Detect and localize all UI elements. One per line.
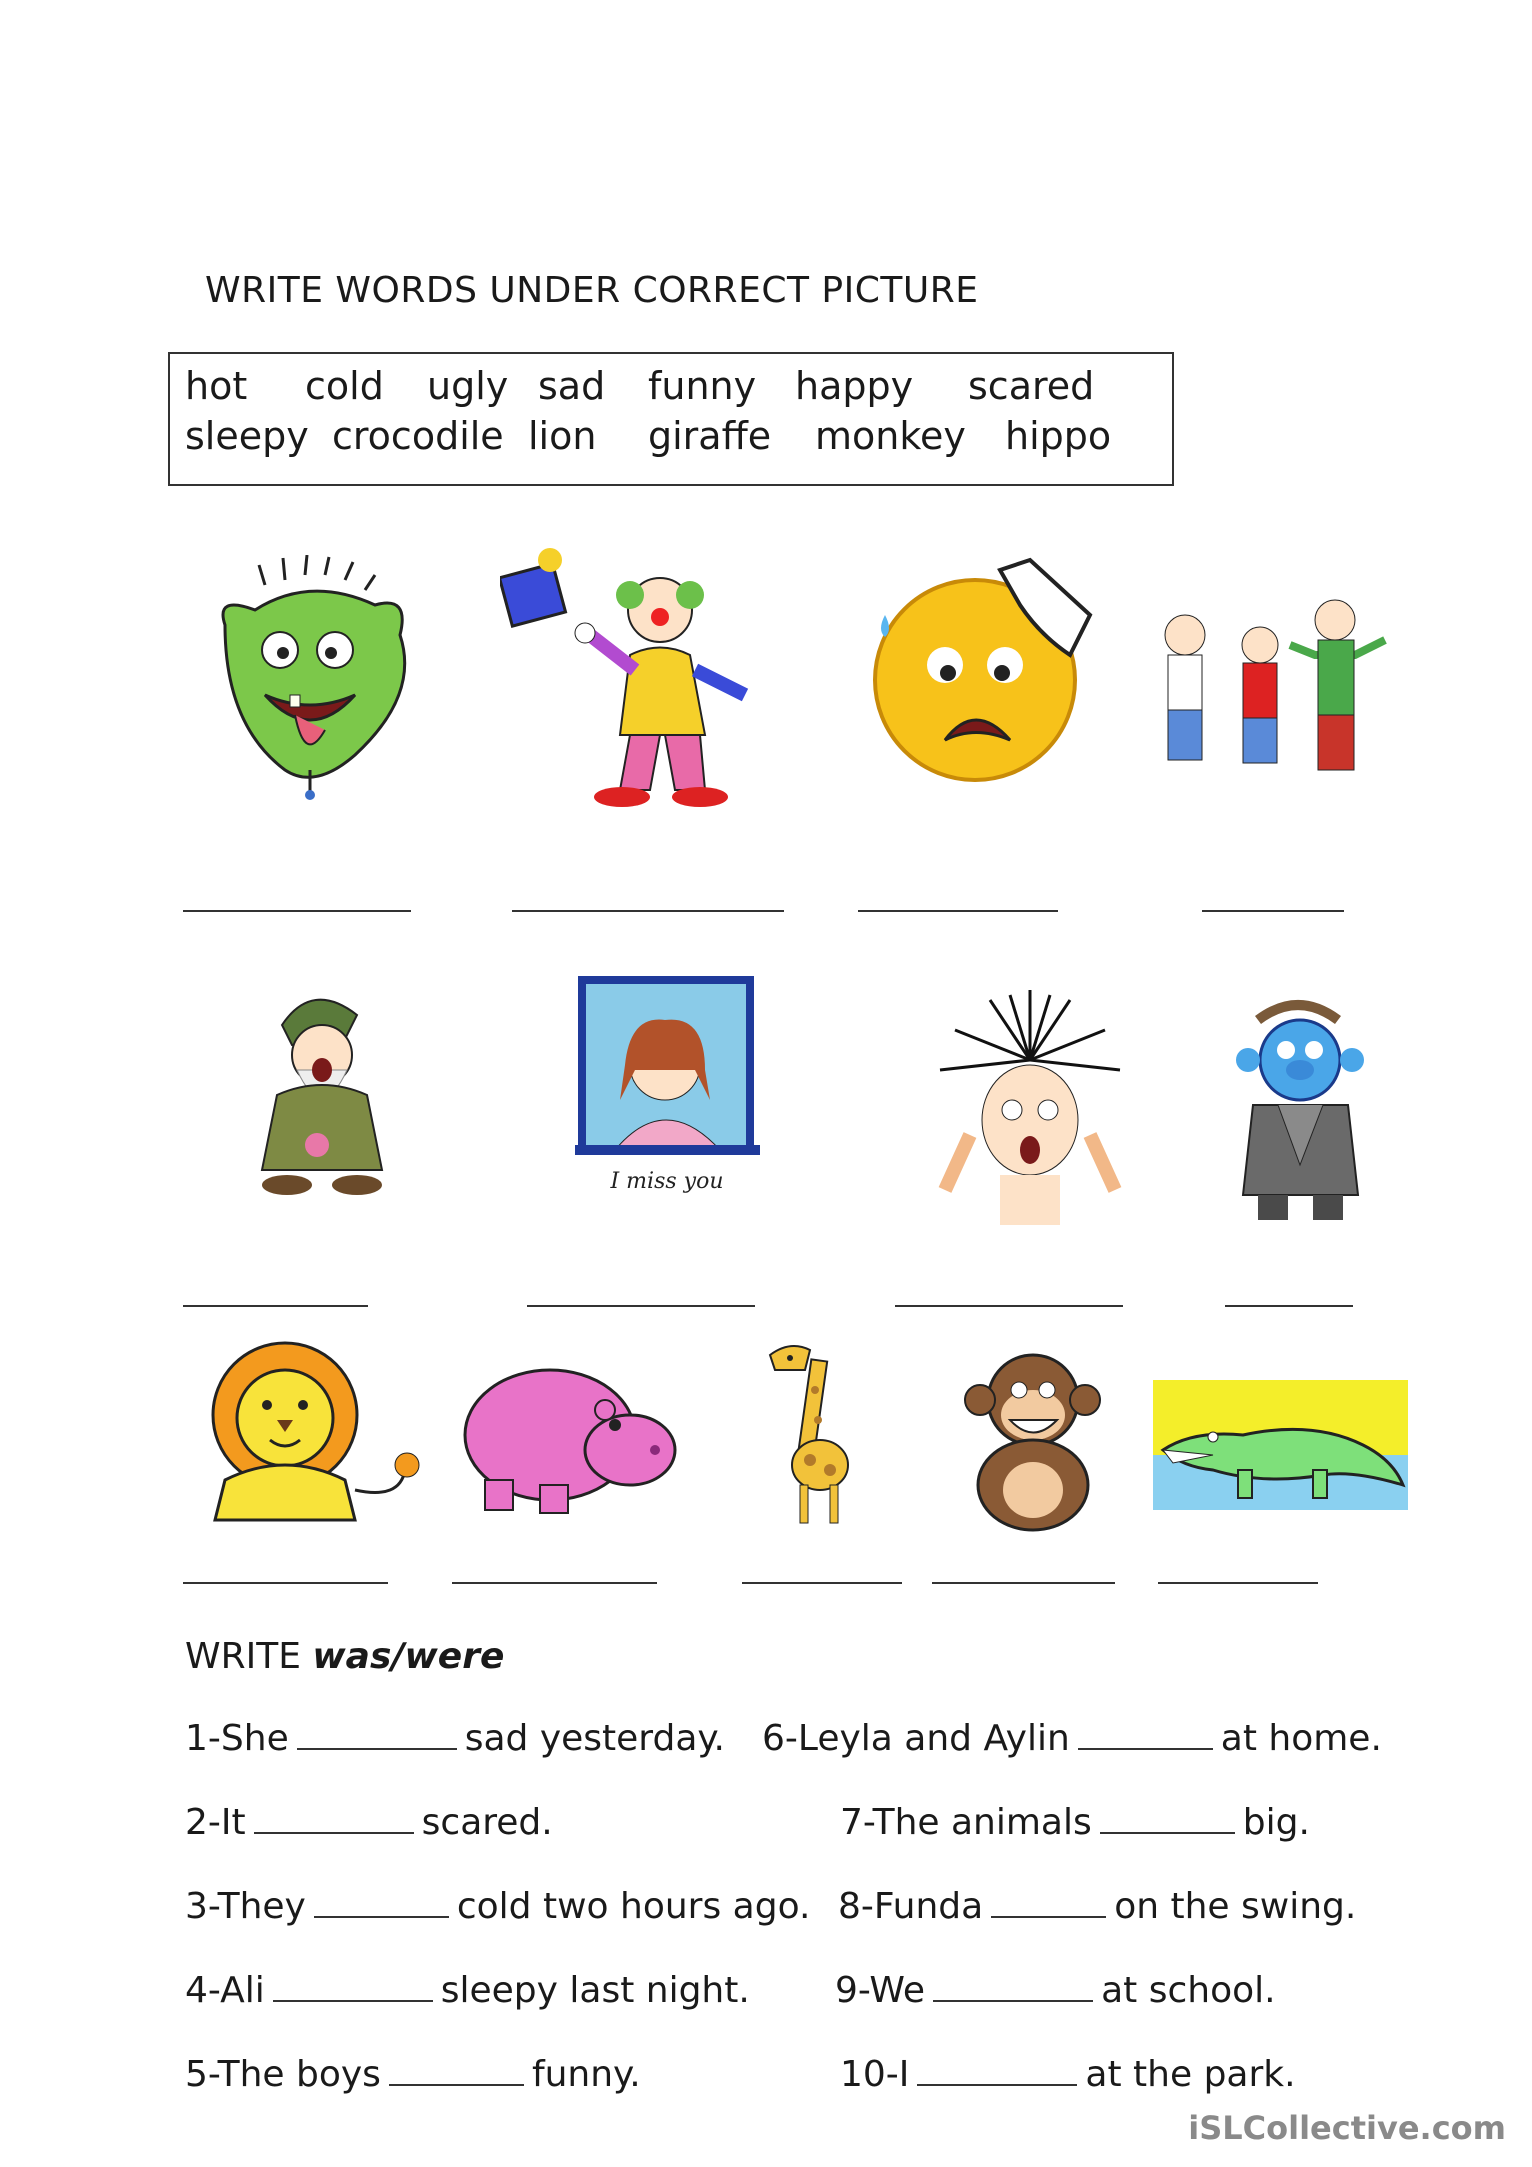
sentence-6 <box>762 1718 1382 1759</box>
sentence-1-blank[interactable] <box>297 1746 457 1750</box>
sentence-7-before: 7-The animals <box>840 1802 1092 1843</box>
monster-picture <box>205 555 420 800</box>
happy-kids-picture <box>1140 595 1395 790</box>
word-lion: lion <box>528 414 597 458</box>
sentence-5 <box>185 2054 641 2095</box>
sentence-8 <box>838 1886 1356 1927</box>
sentence-3 <box>185 1886 810 1927</box>
sentence-9-after: at school. <box>1101 1970 1276 2011</box>
hippo-picture <box>455 1340 680 1515</box>
answer-blank-2[interactable] <box>512 910 784 912</box>
crocodile-picture <box>1153 1375 1408 1515</box>
word-sleepy: sleepy <box>185 414 309 458</box>
sentence-7 <box>840 1802 1310 1843</box>
word-happy: happy <box>795 364 914 408</box>
sentence-6-after: at home. <box>1220 1718 1382 1759</box>
sentence-9-before: 9-We <box>835 1970 926 2011</box>
miss-you-caption: I miss you <box>610 1169 724 1194</box>
sentence-5-before: 5-The boys <box>185 2054 381 2095</box>
answer-blank-12[interactable] <box>932 1582 1115 1584</box>
sentence-2-after: scared. <box>421 1802 553 1843</box>
sentence-2-blank[interactable] <box>254 1830 414 1834</box>
sentence-7-after: big. <box>1242 1802 1310 1843</box>
sentence-3-after: cold two hours ago. <box>456 1886 811 1927</box>
sentence-4-blank[interactable] <box>273 1998 433 2002</box>
word-hot: hot <box>185 364 248 408</box>
word-cold: cold <box>305 364 384 408</box>
sentence-3-blank[interactable] <box>314 1914 449 1918</box>
sentence-1-after: sad yesterday. <box>464 1718 725 1759</box>
section-title-prefix: WRITE <box>185 1636 313 1677</box>
sentence-4-before: 4-Ali <box>185 1970 265 2011</box>
answer-blank-3[interactable] <box>858 910 1058 912</box>
word-giraffe: giraffe <box>648 414 772 458</box>
was-were-section-title <box>185 1636 504 1677</box>
answer-blank-4[interactable] <box>1202 910 1344 912</box>
sentence-8-blank[interactable] <box>991 1914 1106 1918</box>
word-sad: sad <box>538 364 606 408</box>
sad-girl-picture <box>570 970 765 1215</box>
monkey-picture <box>945 1345 1120 1535</box>
sentence-10-after: at the park. <box>1085 2054 1296 2095</box>
sentence-5-blank[interactable] <box>389 2082 524 2086</box>
word-ugly: ugly <box>427 364 509 408</box>
sentence-5-after: funny. <box>531 2054 641 2095</box>
sleepy-dwarf-picture <box>222 985 412 1200</box>
word-crocodile: crocodile <box>332 414 504 458</box>
answer-blank-5[interactable] <box>183 1305 368 1307</box>
sentence-10-blank[interactable] <box>917 2082 1077 2086</box>
answer-blank-8[interactable] <box>1225 1305 1353 1307</box>
sentence-3-before: 3-They <box>185 1886 306 1927</box>
sentence-10-before: 10-I <box>840 2054 910 2095</box>
word-monkey: monkey <box>815 414 966 458</box>
sentence-2-before: 2-It <box>185 1802 246 1843</box>
word-hippo: hippo <box>1005 414 1112 458</box>
word-funny: funny <box>648 364 757 408</box>
answer-blank-10[interactable] <box>452 1582 657 1584</box>
sentence-1 <box>185 1718 725 1759</box>
sentence-8-before: 8-Funda <box>838 1886 984 1927</box>
worksheet-title: WRITE WORDS UNDER CORRECT PICTURE <box>205 270 979 311</box>
sentence-2 <box>185 1802 553 1843</box>
section-title-emphasis: was/were <box>312 1636 505 1677</box>
answer-blank-9[interactable] <box>183 1582 388 1584</box>
cold-man-picture <box>1218 995 1383 1225</box>
answer-blank-11[interactable] <box>742 1582 902 1584</box>
answer-blank-7[interactable] <box>895 1305 1123 1307</box>
sentence-9 <box>835 1970 1276 2011</box>
sentence-10 <box>840 2054 1296 2095</box>
sentence-6-blank[interactable] <box>1078 1746 1213 1750</box>
sentence-9-blank[interactable] <box>933 1998 1093 2002</box>
sentence-7-blank[interactable] <box>1100 1830 1235 1834</box>
answer-blank-13[interactable] <box>1158 1582 1318 1584</box>
site-watermark: iSLCollective.com <box>1188 2109 1506 2147</box>
word-bank <box>168 352 1174 486</box>
answer-blank-6[interactable] <box>527 1305 755 1307</box>
lion-picture <box>185 1340 430 1525</box>
sentence-8-after: on the swing. <box>1114 1886 1357 1927</box>
sentence-4 <box>185 1970 750 2011</box>
sentence-4-after: sleepy last night. <box>440 1970 750 2011</box>
clown-picture <box>500 545 790 815</box>
giraffe-picture <box>750 1330 860 1525</box>
hot-emoji-picture <box>860 555 1115 785</box>
sentence-1-before: 1-She <box>185 1718 289 1759</box>
scared-man-picture <box>930 990 1130 1225</box>
word-scared: scared <box>968 364 1095 408</box>
answer-blank-1[interactable] <box>183 910 411 912</box>
sentence-6-before: 6-Leyla and Aylin <box>762 1718 1070 1759</box>
